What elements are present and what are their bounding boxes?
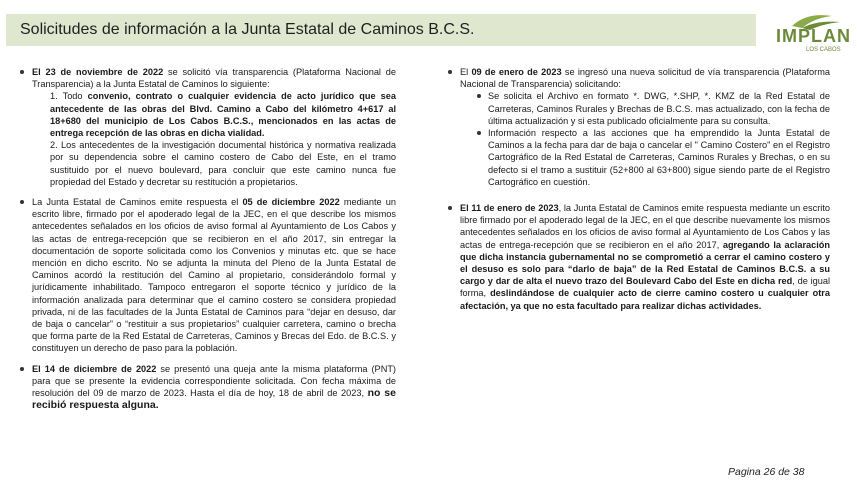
logo-sub: LOS CABOS xyxy=(806,47,841,53)
date-text: El 11 de enero de 2023 xyxy=(460,203,559,214)
paragraph-text: se solicitó vía transparencia (Plataforma Nacional de Transparencia) a la Junta Estatal de Caminos lo siguiente: xyxy=(32,67,396,90)
list-subitem: Se solicita el Archivo en formato *. DWG, *.SHP, *. KMZ de la Red Estatal de Carreteras, Caminos Rurales y Brechas de B.C.S. mas actualizado, con la fecha de última actualización y si esta publicado oficialmente para su consulta. xyxy=(460,90,830,127)
item-bold-text: convenio, contrato o cualquier evidencia de acto jurídico que sea antecedente de las obras del Blvd. Camino a Cabo del kilómetro 4+617 al 18+680 del municipio de Los Cabos B.C.S., mencionados en las actas de entrega recepción de las obras en dicha vialidad. xyxy=(50,91,396,139)
date-text: 09 de enero de 2023 xyxy=(471,67,562,77)
paragraph-text: se ingresó una nueva solicitud de vía transparencia (Plataforma Nacional de Transparencia) solicitando: xyxy=(460,67,830,90)
paragraph-text: , de igual forma, xyxy=(460,276,830,299)
paragraph-text: mediante un escrito libre, firmado por el apoderado legal de la JEC, en el que describe los mismos antecedentes señalados en los oficios de aviso formal al Ayuntamiento de Los Cabos y las actas de entrega-recepción que se recibieron en el año 2017, sin entregar la documentación de soporte solicitada como los Convenios y minutas etc. que se hace mención en dicho escrito. No se adjunta la minuta del Pleno de la Junta Estatal de Caminos acordó la restitución del Camino al propietario, considerándolo formal y jurídicamente inhabilitado. Tampoco entregaron el soporte técnico y jurídico de la información analizada para determinar que el camino costero se considera propiedad privada, ni de las facultades de la Junta Estatal de Caminos para “dejar en desuso, dar de baja o cancelar” o “restituir a sus propietarios” cualquier carretera, camino o brecha que forma parte de la Red Estatal de Carreteras, Caminos y Brecas del Edo. de B.C.S. y constituyen un derecho de paso para la población. xyxy=(32,197,397,354)
date-text: 05 de diciembre 2022 xyxy=(242,197,340,208)
list-item xyxy=(18,363,396,412)
paragraph-text: se presentó una queja ante la misma plataforma (PNT) para que se presente la evidencia correspondiente solicitada. Con fecha máxima de resolución del 09 de marzo de 2023. Hasta el día de hoy, 18 de abril de 2023, xyxy=(32,363,396,399)
header-bar xyxy=(6,14,756,46)
item-number: 1. Todo xyxy=(50,91,88,102)
emphasis-text: deslindándose de cualquier acto de cierre camino costero u cualquier otra afectación, ya que no esta facultado para realizar dichas actividades. xyxy=(460,288,830,311)
list-subitem xyxy=(32,90,396,139)
list-subitem: Información respecto a las acciones que ha emprendido la Junta Estatal de Caminos a la fecha para dar de baja o cancelar el " Camino Costero" en el Registro Cartográfico de la Red Estatal de Carreteras, Caminos Rurales y Brechas, o en su defecto si el tramo a sustituir (52+800 al 63+800) sigue siendo parte de el Registro Cartográfico en cuestión. xyxy=(460,127,830,188)
right-column xyxy=(446,66,830,320)
list-item xyxy=(18,66,396,188)
page-number: Pagina 26 de 38 xyxy=(728,466,805,478)
list-item xyxy=(446,202,830,312)
emphasis-text: no se recibió respuesta alguna. xyxy=(32,387,396,412)
paragraph-text: El xyxy=(460,67,472,77)
date-text: El 14 de diciembre de 2022 xyxy=(32,363,157,374)
list-subitem: 2. Los antecedentes de la investigación documental histórica y normativa realizada por su dependencia sobre el camino costero de Cabo del Este, en el tramo sustituido por el nuevo boulevard, para concluir que este camino nunca fue propiedad del Estado y decretar su restitución a propietarios. xyxy=(50,140,396,187)
page-title: Solicitudes de información a la Junta Estatal de Caminos B.C.S. xyxy=(20,21,475,38)
list-item xyxy=(18,196,396,355)
implan-logo-icon xyxy=(762,10,852,58)
emphasis-text: agregando la aclaración que dicha instancia gubernamental no se comprometió a cerrar el camino costero y el desuso es solo para “darlo de baja” de la Red Estatal de Caminos B.C.S. a su cargo y dar de alta el nuevo trazo del Boulevard Cabo del Este en dicha red xyxy=(460,239,831,287)
list-item xyxy=(446,66,830,188)
paragraph-text: , la Junta Estatal de Caminos emite respuesta mediante un escrito libre firmado por el apoderado legal de la JEC, en el que describe nuevamente los mismos antecedentes señalados en los oficios de aviso formal al Ayuntamiento de Los Cabos y las actas de entrega-recepción que se recibieron en el año 2017, xyxy=(460,203,830,250)
paragraph-text: La Junta Estatal de Caminos emite respuesta el xyxy=(32,197,243,208)
logo-word: IMPLAN xyxy=(776,26,851,46)
date-text: El 23 de noviembre de 2022 xyxy=(32,67,164,77)
left-column xyxy=(18,66,396,419)
